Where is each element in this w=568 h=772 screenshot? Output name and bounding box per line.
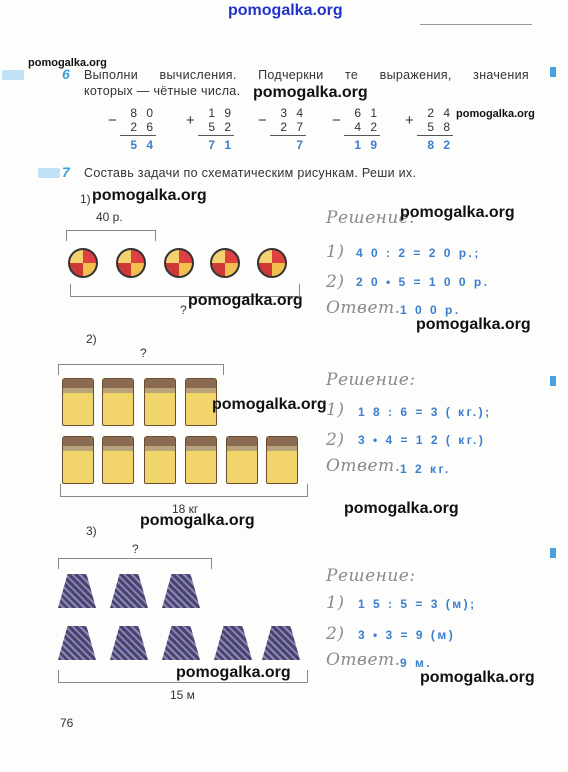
skirt-icon [162, 626, 200, 660]
watermark: pomogalka.org [420, 669, 535, 686]
ball-icon [164, 248, 194, 278]
watermark: pomogalka.org [92, 187, 207, 204]
edge-marker [550, 376, 556, 386]
result: 8 2 [427, 138, 453, 152]
site-title[interactable]: pomogalka.org [228, 2, 343, 19]
answer-title: Ответ. [326, 650, 401, 670]
bag-icon [185, 436, 217, 484]
edge-marker [550, 67, 556, 77]
top-bracket [58, 364, 224, 375]
bag-icon [226, 436, 258, 484]
answer-value: 1 2 кг. [400, 462, 451, 476]
watermark: pomogalka.org [416, 316, 531, 333]
page-number: 76 [60, 716, 74, 730]
skirt-icon [214, 626, 252, 660]
skirt-icon [110, 626, 148, 660]
answer-title: Ответ. [326, 298, 401, 318]
bag-icon [144, 436, 176, 484]
solution-step: 1 8 : 6 = 3 ( кг.); [358, 405, 492, 419]
price-label: 40 р. [96, 210, 123, 224]
bottom-bracket [58, 670, 308, 683]
step-number: 1) [326, 593, 345, 613]
bag-icon [62, 378, 94, 426]
problem-label: 3) [86, 524, 97, 538]
step-number: 2) [326, 624, 345, 644]
problem-label: 1) [80, 192, 91, 206]
solution-title: Решение: [326, 370, 416, 390]
watermark: pomogalka.org [344, 500, 459, 517]
watermark: pomogalka.org [188, 292, 303, 309]
top-rule [420, 24, 532, 25]
step-number: 2) [326, 272, 345, 292]
answer-value: 1 0 0 р. [400, 303, 461, 317]
skirt-icon [58, 574, 96, 608]
result: 1 9 [354, 138, 380, 152]
task-text-line: Выполни вычисления. Подчеркни те выражения, значения [84, 68, 529, 82]
watermark: pomogalka.org [456, 108, 535, 120]
edge-marker [38, 168, 60, 178]
solution-step: 3 • 4 = 1 2 ( кг.) [358, 433, 486, 447]
top-bracket [66, 230, 156, 241]
question-mark: ? [132, 542, 139, 556]
watermark: pomogalka.org [400, 204, 515, 221]
problem-label: 2) [86, 332, 97, 346]
result: 7 1 [208, 138, 234, 152]
operand: 8 0 [130, 106, 156, 120]
ball-icon [210, 248, 240, 278]
operand: 2 6 [130, 120, 156, 134]
bag-icon [144, 378, 176, 426]
operand: 4 2 [354, 120, 380, 134]
operand: 2 7 [280, 120, 306, 134]
operand: 5 2 [208, 120, 234, 134]
operation-sign: + [186, 112, 195, 129]
result: 5 4 [130, 138, 156, 152]
solution-step: 3 • 3 = 9 (м) [358, 628, 456, 642]
operand: 2 4 [427, 106, 453, 120]
bag-icon [62, 436, 94, 484]
bag-icon [102, 378, 134, 426]
watermark: pomogalka.org [140, 512, 255, 529]
edge-marker [2, 70, 24, 80]
length-label: 15 м [170, 688, 195, 702]
solution-step: 2 0 • 5 = 1 0 0 р. [356, 275, 490, 289]
step-number: 1) [326, 242, 345, 262]
watermark: pomogalka.org [212, 396, 327, 413]
question-mark: ? [140, 346, 147, 360]
solution-title: Решение: [326, 208, 416, 228]
operand: 1 9 [208, 106, 234, 120]
task-text-line: которых — чётные числа. [84, 84, 241, 98]
edge-marker [550, 548, 556, 558]
question-mark: ? [180, 303, 187, 317]
answer-title: Ответ. [326, 456, 401, 476]
bag-icon [102, 436, 134, 484]
solution-step: 4 0 : 2 = 2 0 р.; [356, 246, 481, 260]
weight-label: 18 кг [172, 502, 199, 516]
ball-icon [68, 248, 98, 278]
task-number: 6 [62, 66, 70, 82]
skirt-icon [110, 574, 148, 608]
operand: 3 4 [280, 106, 306, 120]
operation-sign: − [258, 112, 267, 129]
ball-icon [116, 248, 146, 278]
step-number: 2) [326, 430, 345, 450]
operation-sign: − [332, 112, 341, 129]
operand: 5 8 [427, 120, 453, 134]
task-text: Составь задачи по схематическим рисункам. Реши их. [84, 166, 417, 180]
bottom-bracket [60, 484, 308, 497]
result: 7 [296, 138, 306, 152]
skirt-icon [162, 574, 200, 608]
watermark: pomogalka.org [28, 57, 107, 69]
operation-sign: + [405, 112, 414, 129]
top-bracket [58, 558, 212, 569]
ball-icon [257, 248, 287, 278]
solution-title: Решение: [326, 566, 416, 586]
task-number: 7 [62, 164, 70, 180]
operand: 6 1 [354, 106, 380, 120]
watermark: pomogalka.org [253, 84, 368, 101]
step-number: 1) [326, 400, 345, 420]
bag-icon [266, 436, 298, 484]
skirt-icon [262, 626, 300, 660]
answer-value: 9 м. [400, 656, 433, 670]
skirt-icon [58, 626, 96, 660]
watermark: pomogalka.org [176, 664, 291, 681]
solution-step: 1 5 : 5 = 3 (м); [358, 597, 477, 611]
operation-sign: − [108, 112, 117, 129]
